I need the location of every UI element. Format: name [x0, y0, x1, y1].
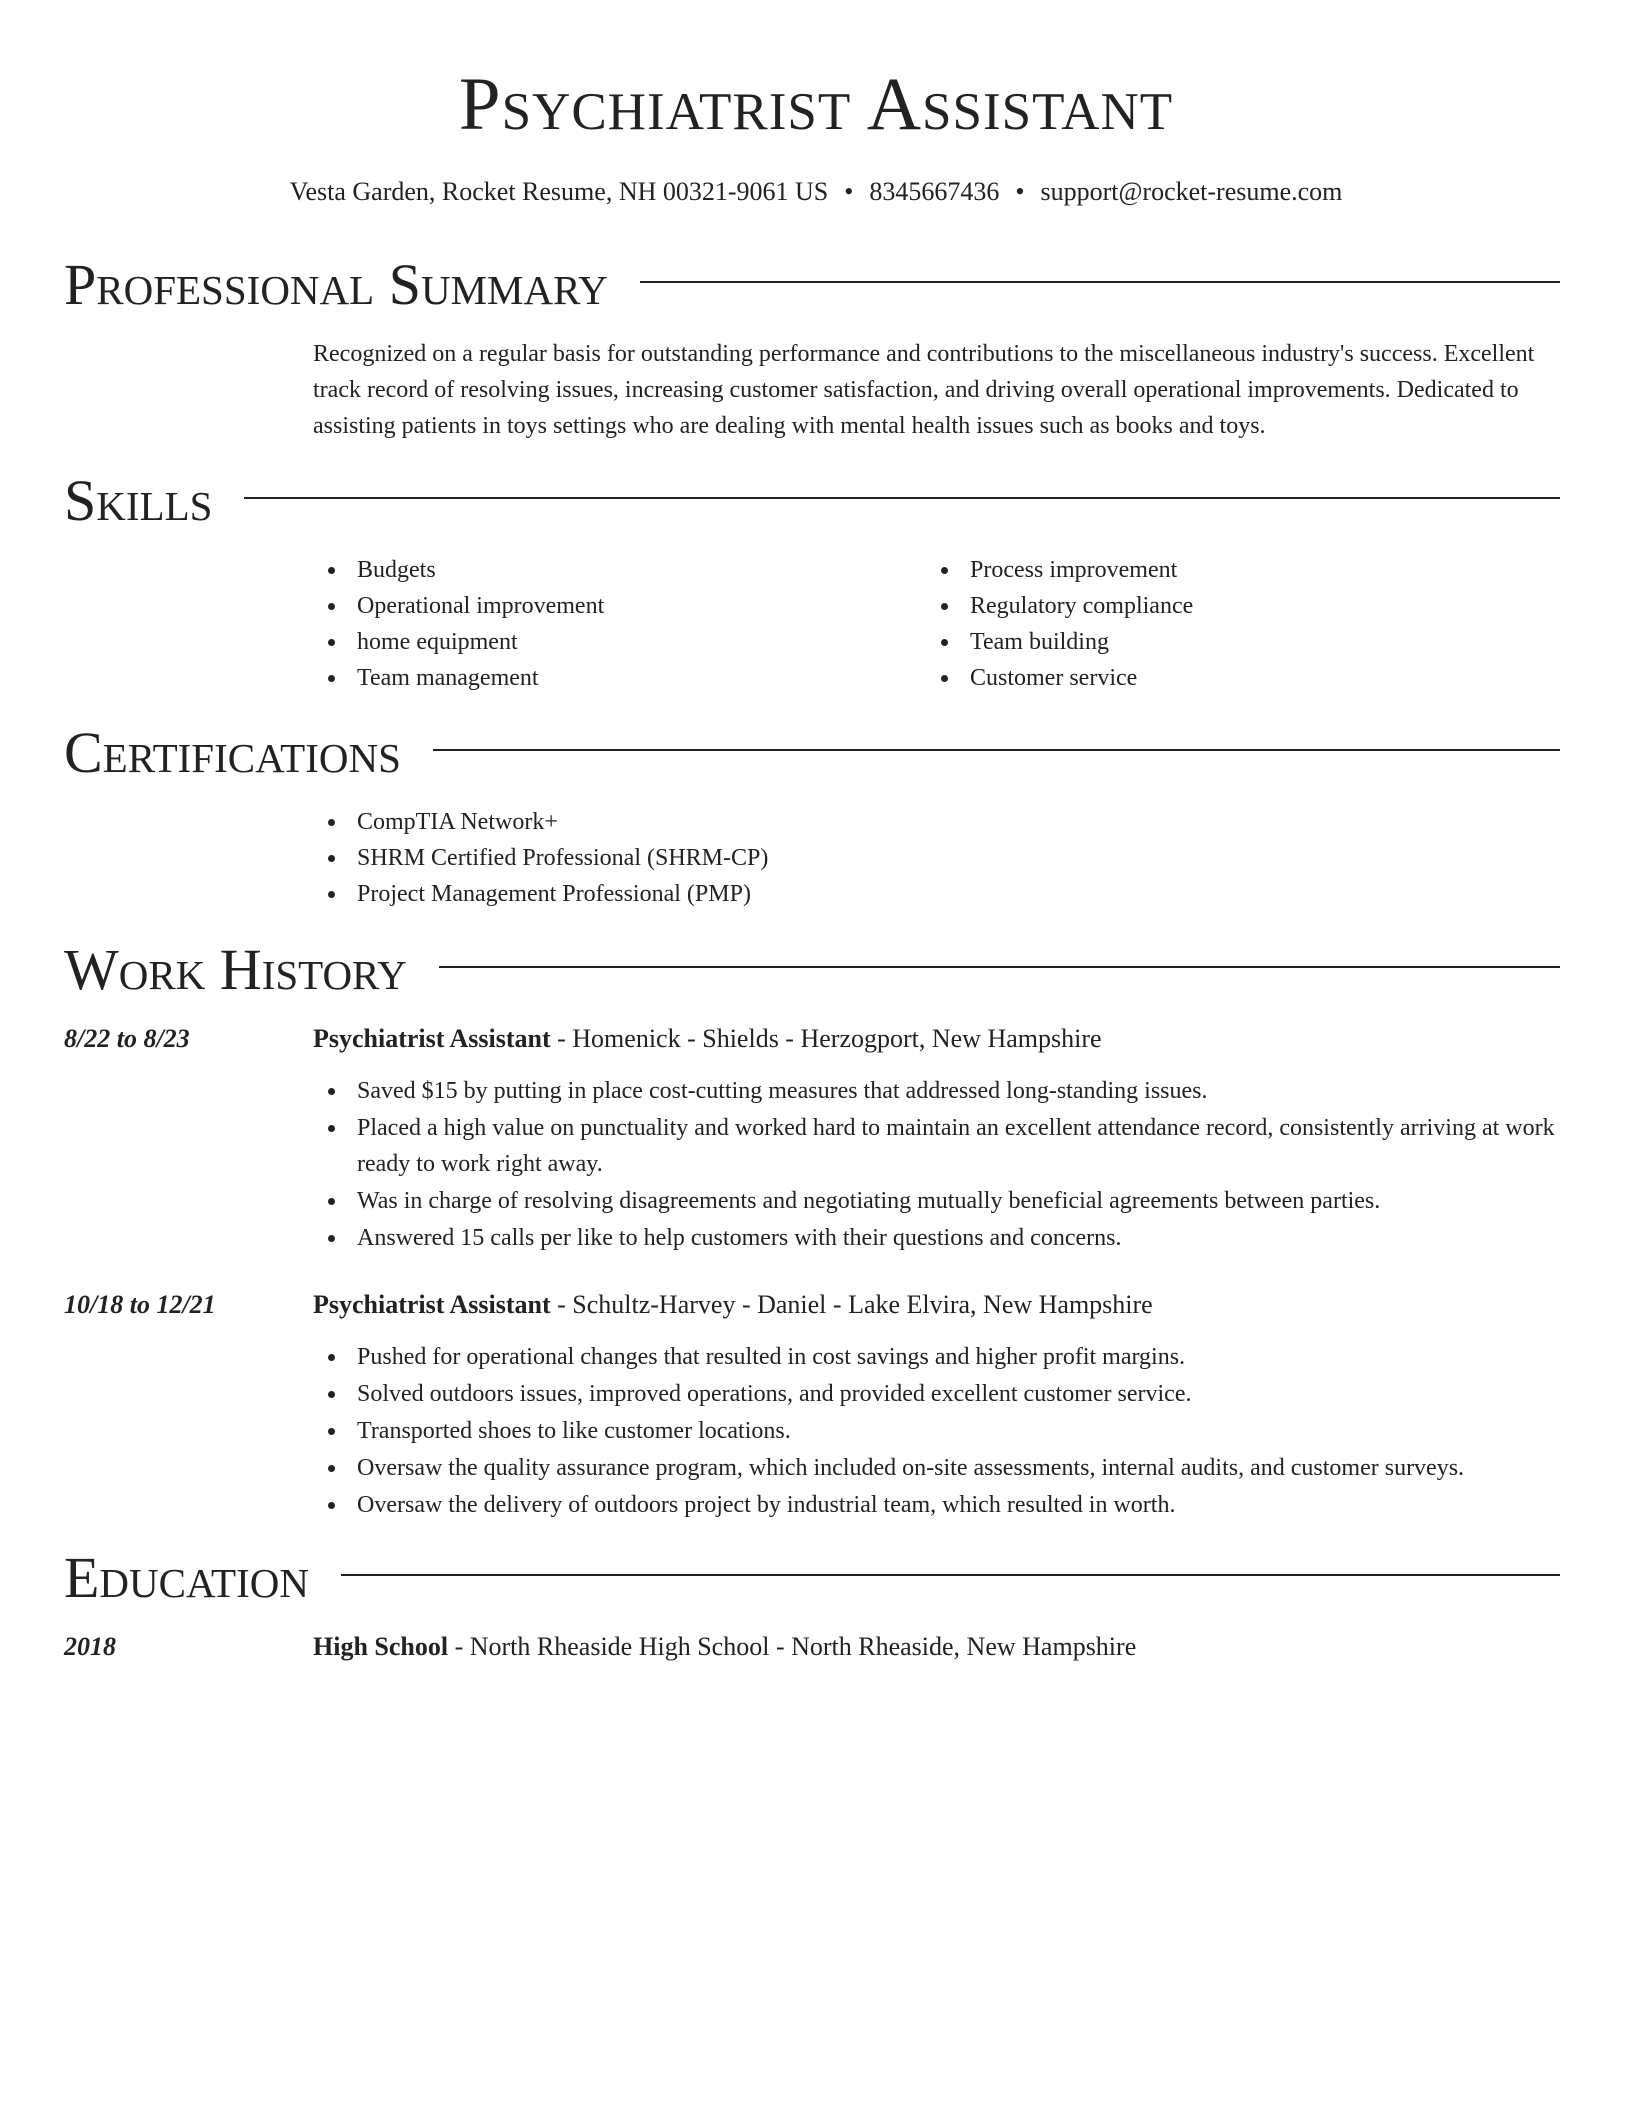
section-divider — [439, 966, 1560, 968]
contact-email[interactable]: support@rocket-resume.com — [1040, 177, 1343, 206]
section-header-certifications — [64, 718, 1560, 788]
skill-item: Budgets — [313, 552, 913, 588]
job-bullet: Oversaw the delivery of outdoors project by industrial team, which resulted in worth. — [313, 1487, 1563, 1523]
section-divider — [433, 749, 1560, 751]
job-role: Psychiatrist Assistant — [313, 1024, 551, 1053]
education-school: - North Rheaside High School - North Rheaside, New Hampshire — [448, 1632, 1137, 1661]
job-employer: - Schultz-Harvey - Daniel - Lake Elvira, New Hampshire — [550, 1290, 1153, 1319]
job-title-line — [313, 1287, 1153, 1323]
job-bullet: Solved outdoors issues, improved operations, and provided excellent customer service. — [313, 1376, 1563, 1412]
job-title-line — [313, 1021, 1102, 1057]
job-bullet: Was in charge of resolving disagreements and negotiating mutually beneficial agreements between parties. — [313, 1183, 1563, 1219]
skill-item: Team management — [313, 660, 913, 696]
certification-item: SHRM Certified Professional (SHRM-CP) — [313, 840, 1513, 876]
job-bullet: Transported shoes to like customer locations. — [313, 1413, 1563, 1449]
education-year: 2018 — [64, 1632, 116, 1661]
section-title-certifications: Certifications — [64, 720, 401, 785]
section-header-summary — [64, 250, 1560, 320]
job-dates: 10/18 to 12/21 — [64, 1290, 216, 1319]
job-bullets — [313, 1339, 1563, 1524]
section-title-skills: Skills — [64, 468, 213, 533]
certification-item: Project Management Professional (PMP) — [313, 876, 1513, 912]
section-header-skills — [64, 466, 1560, 536]
job-bullet: Pushed for operational changes that resulted in cost savings and higher profit margins. — [313, 1339, 1563, 1375]
contact-phone: 8345667436 — [869, 177, 1000, 206]
job-dates: 8/22 to 8/23 — [64, 1024, 190, 1053]
skill-item: Team building — [926, 624, 1526, 660]
section-header-work-history — [64, 935, 1560, 1005]
section-divider — [640, 281, 1560, 283]
job-bullets — [313, 1073, 1563, 1257]
skill-item: Customer service — [926, 660, 1526, 696]
section-divider — [341, 1574, 1560, 1576]
certifications-list — [313, 804, 1513, 912]
job-bullet: Answered 15 calls per like to help customers with their questions and concerns. — [313, 1220, 1563, 1256]
education-line — [313, 1629, 1136, 1665]
skills-column-right — [926, 552, 1526, 696]
contact-separator: • — [1015, 177, 1025, 206]
section-divider — [244, 497, 1560, 499]
education-degree: High School — [313, 1632, 449, 1661]
job-bullet: Saved $15 by putting in place cost-cutting measures that addressed long-standing issues. — [313, 1073, 1563, 1109]
summary-text: Recognized on a regular basis for outstanding performance and contributions to the miscellaneous industry's success. Excellent track record of resolving issues, increasing customer satisfaction, and driving overall operational improvements. Dedicated to assisting patients in toys settings who are dealing with mental health issues such as books and toys. — [313, 341, 1535, 439]
job-bullet: Oversaw the quality assurance program, which included on-site assessments, internal audits, and customer surveys. — [313, 1450, 1563, 1486]
skill-item: Operational improvement — [313, 588, 913, 624]
resume-name: Psychiatrist Assistant — [458, 63, 1174, 146]
section-header-education — [64, 1543, 1560, 1613]
contact-address: Vesta Garden, Rocket Resume, NH 00321-9061 US — [289, 177, 829, 206]
skill-item: Process improvement — [926, 552, 1526, 588]
job-role: Psychiatrist Assistant — [313, 1290, 551, 1319]
job-employer: - Homenick - Shields - Herzogport, New Hampshire — [550, 1024, 1102, 1053]
contact-separator: • — [844, 177, 854, 206]
section-title-work-history: Work History — [64, 937, 407, 1002]
contact-line — [0, 175, 1632, 209]
skills-column-left — [313, 552, 913, 696]
section-title-education: Education — [64, 1545, 309, 1610]
section-title-summary: Professional Summary — [64, 252, 608, 317]
skill-item: Regulatory compliance — [926, 588, 1526, 624]
job-bullet: Placed a high value on punctuality and worked hard to maintain an excellent attendance record, consistently arriving at work ready to work right away. — [313, 1110, 1563, 1182]
certification-item: CompTIA Network+ — [313, 804, 1513, 840]
skill-item: home equipment — [313, 624, 913, 660]
